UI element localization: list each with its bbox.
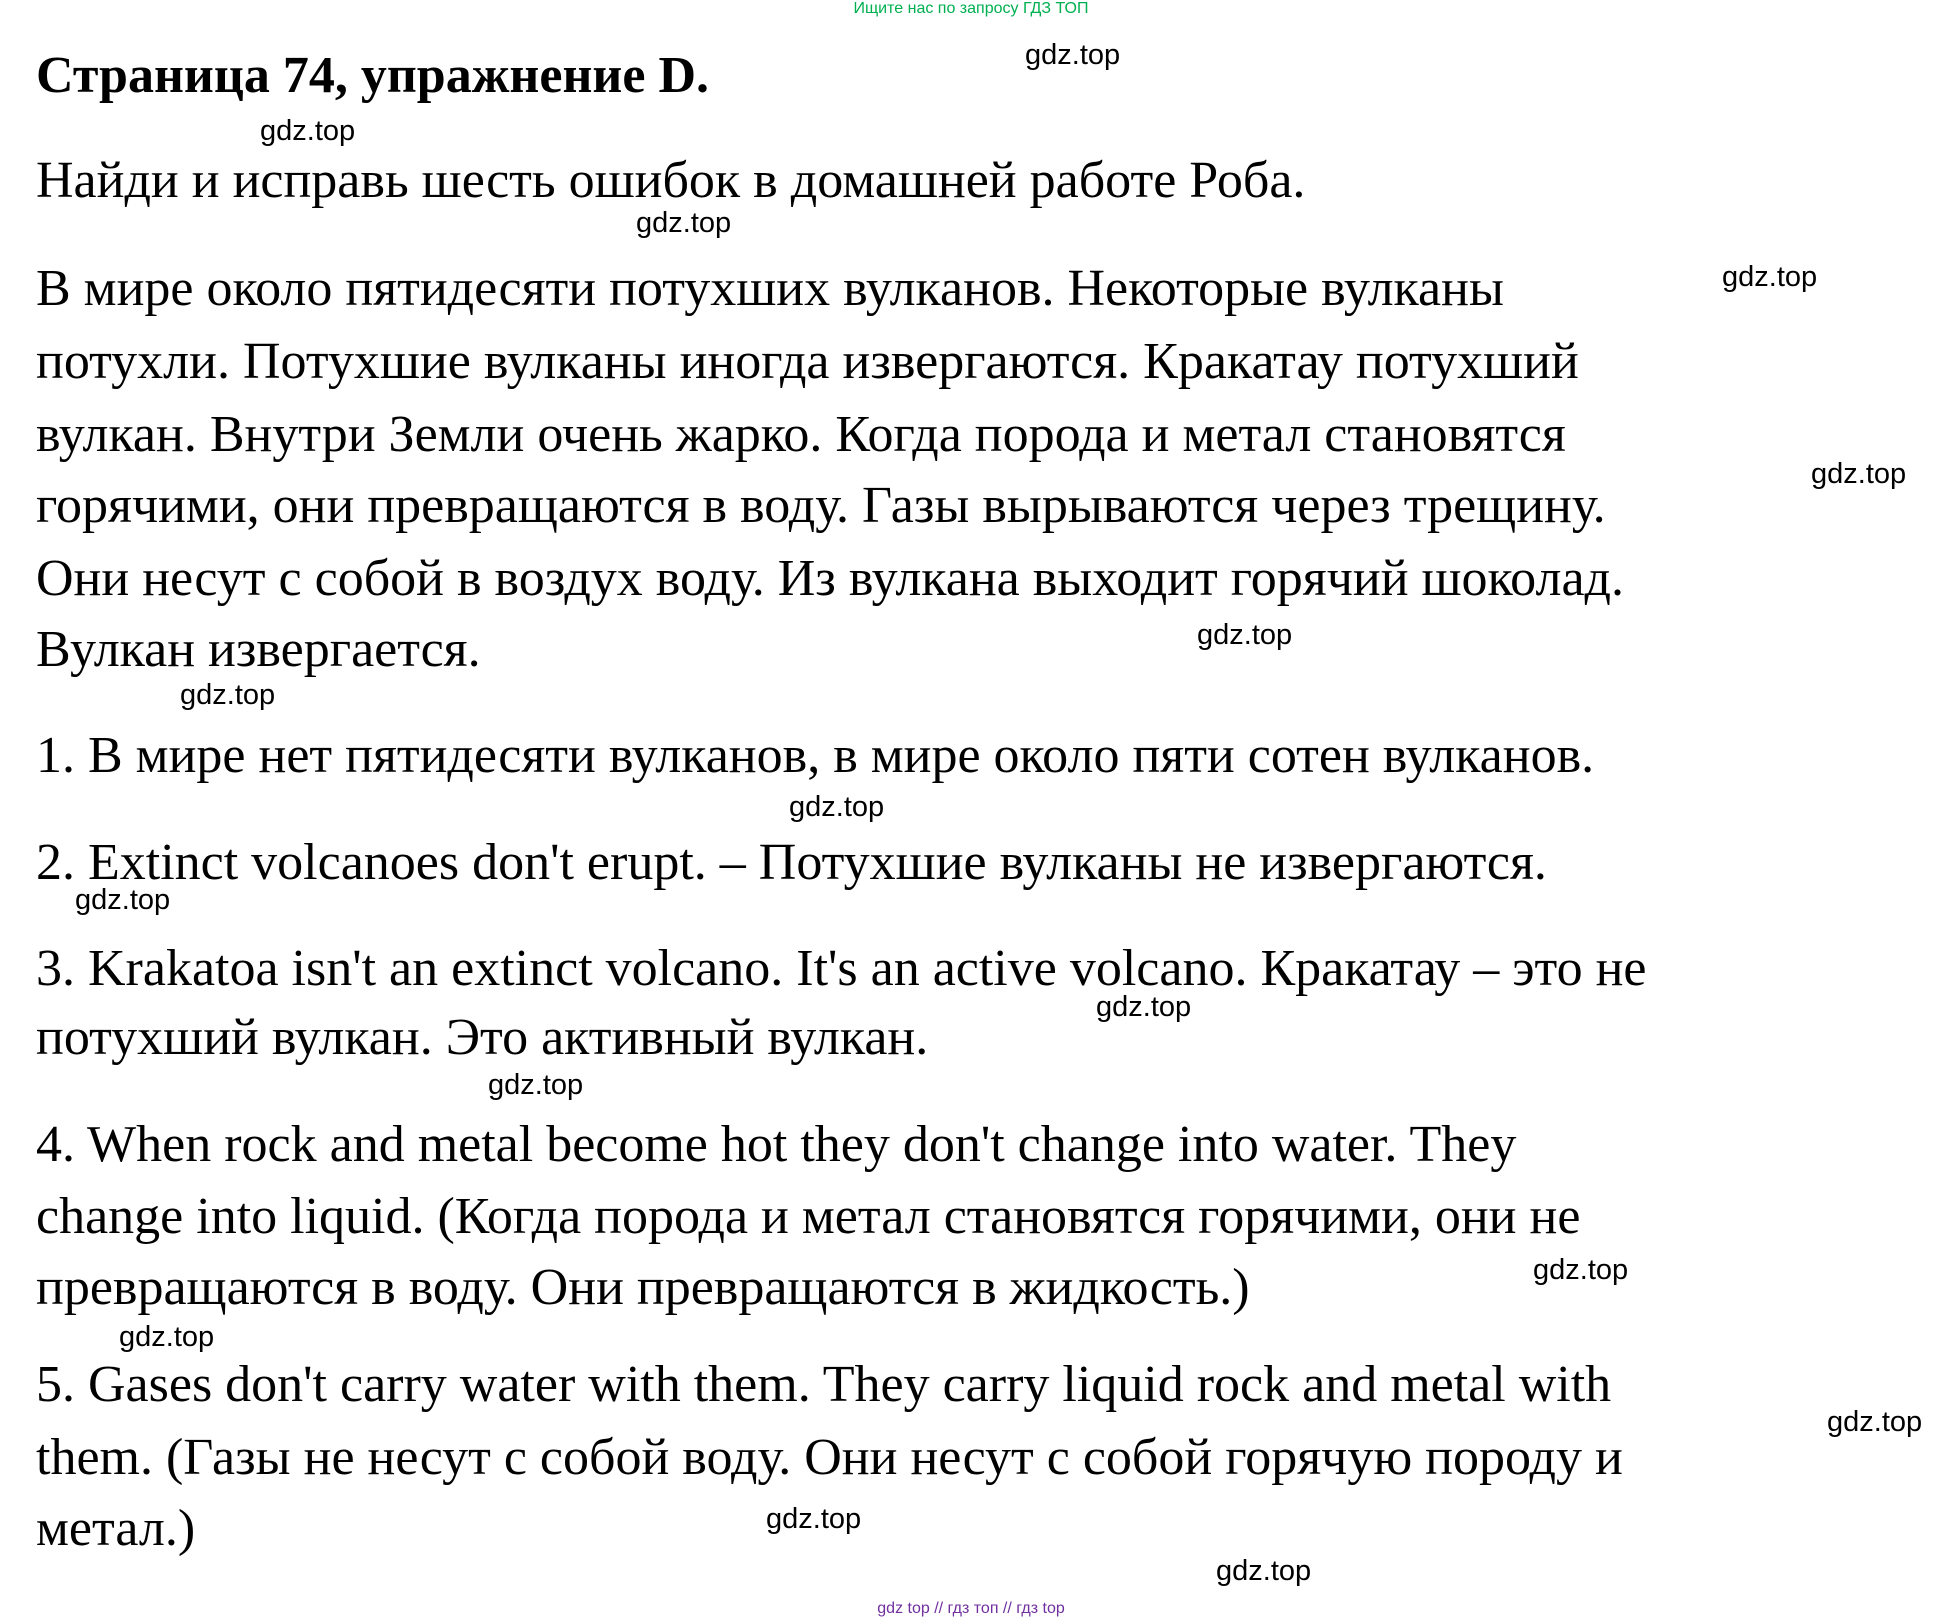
answer-4-line: change into liquid. (Когда порода и метал становятся горячими, они не	[36, 1188, 1581, 1245]
homework-line: В мире около пятидесяти потухших вулканов. Некоторые вулканы	[36, 260, 1504, 317]
watermark: gdz.top	[1827, 1406, 1923, 1438]
answer-2: 2. Extinct volcanoes don't erupt. – Потухшие вулканы не извергаются.	[36, 834, 1547, 891]
answer-5-line: метал.)	[36, 1500, 196, 1557]
watermark: gdz.top	[488, 1069, 584, 1101]
watermark: gdz.top	[636, 207, 732, 239]
answer-3-line: 3. Krakatoa isn't an extinct volcano. It's an active volcano. Кракатау – это не	[36, 940, 1647, 997]
answer-5-line: them. (Газы не несут с собой воду. Они несут с собой горячую породу и	[36, 1429, 1623, 1486]
bottom-banner[interactable]: gdz top // гдз топ // гдз top	[877, 1600, 1065, 1617]
watermark: gdz.top	[789, 791, 885, 823]
top-banner[interactable]: Ищите нас по запросу ГДЗ ТОП	[853, 0, 1089, 17]
homework-line: Вулкан извергается.	[36, 621, 481, 678]
homework-line: горячими, они превращаются в воду. Газы вырываются через трещину.	[36, 477, 1606, 534]
watermark: gdz.top	[1025, 39, 1121, 71]
watermark: gdz.top	[260, 115, 356, 147]
watermark: gdz.top	[1096, 991, 1192, 1023]
answer-4-line: 4. When rock and metal become hot they don't change into water. They	[36, 1116, 1517, 1173]
homework-line: потухли. Потухшие вулканы иногда извергаются. Кракатау потухший	[36, 333, 1579, 390]
watermark: gdz.top	[75, 884, 171, 916]
answer-5-line: 5. Gases don't carry water with them. They carry liquid rock and metal with	[36, 1356, 1612, 1413]
watermark: gdz.top	[180, 679, 276, 711]
answer-4-line: превращаются в воду. Они превращаются в жидкость.)	[36, 1259, 1250, 1316]
answer-1: 1. В мире нет пятидесяти вулканов, в мире около пяти сотен вулканов.	[36, 727, 1595, 784]
page-title: Страница 74, упражнение D.	[36, 47, 710, 104]
instruction: Найди и исправь шесть ошибок в домашней работе Роба.	[36, 152, 1306, 209]
watermark: gdz.top	[1197, 619, 1293, 651]
watermark: gdz.top	[119, 1321, 215, 1353]
answer-3-line: потухший вулкан. Это активный вулкан.	[36, 1009, 929, 1066]
watermark: gdz.top	[1722, 261, 1818, 293]
homework-line: вулкан. Внутри Земли очень жарко. Когда порода и метал становятся	[36, 406, 1566, 463]
watermark: gdz.top	[1216, 1555, 1312, 1587]
watermark: gdz.top	[1811, 458, 1907, 490]
watermark: gdz.top	[1533, 1254, 1629, 1286]
watermark: gdz.top	[766, 1503, 862, 1535]
homework-line: Они несут с собой в воздух воду. Из вулкана выходит горячий шоколад.	[36, 550, 1624, 607]
